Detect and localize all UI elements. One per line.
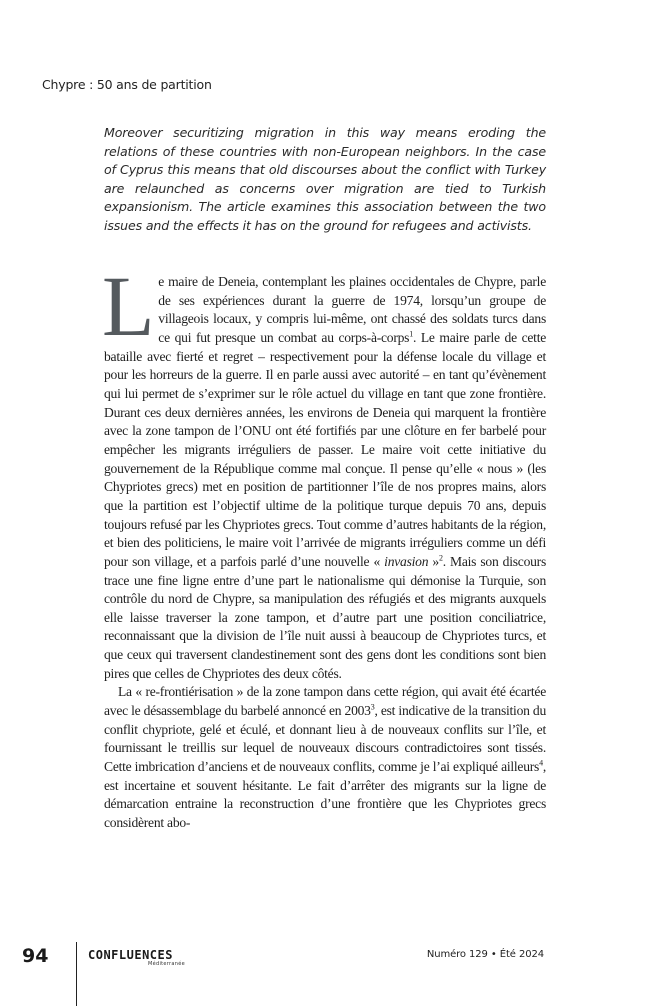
- footer-divider: [76, 942, 77, 1006]
- paragraph-2-text-a: La « re-frontiérisation » de la zone tampon dans cette région, qui avait été écartée avec le désassemblage du barbelé annoncé en 2003: [104, 684, 546, 719]
- paragraph-1-text-b: . Le maire parle de cette bataille avec fierté et regret – respectivement pour la défense locale du village et pour les horreurs de la guerre. Il en parle aussi avec autorité – en tant qu’évènement qui lui permet de s’exprimer sur le rôle actuel du village en tant que zone frontière. Durant ces deux dernières années, les environs de Deneia qui marquent la frontière avec la zone tampon de l’ONU ont été fortifiés par une clôture en fer barbelé pour empêcher les migrants irréguliers de passer. Le maire voit cette initiative du gouvernement de la République comme mal conçue. Il pense qu’elle « nous » (les Chypriotes grecs) met en position de partitionner l’île de nos propres mains, alors que la partition est l’objectif ultime de la politique turque depuis 70 ans, depuis toujours refusé par les Chypriotes grecs. Tout comme d’autres habitants de la région, et bien des politiciens, le maire voit l’arrivée de migrants irréguliers comme un défi pour son village, et a parfois parlé d’une nouvelle «: [104, 329, 547, 569]
- running-title: Chypre : 50 ans de partition: [42, 77, 212, 92]
- footnote-ref-4[interactable]: 4: [539, 758, 543, 768]
- footnote-ref-1[interactable]: 1: [409, 329, 413, 339]
- journal-logo-subtitle: Méditerranée: [148, 961, 185, 967]
- abstract-text: Moreover securitizing migration in this way means eroding the relations of these countries with non-European neighbors. In the case of Cyprus this means that old discourses about the conflict with Turkey are relaunched as concerns over migration are tied to Turkish expansionism. The article examines this association between the two issues and the effects it has on the ground for refugees and activists.: [104, 125, 546, 233]
- drop-cap: L: [102, 258, 155, 354]
- paragraph-2-text-b: , est indicative de la transition du conflit chypriote, gelé et éculé, et donnant lieu à de nouveaux conflits sur l’île, et fournissant le treillis sur lequel de nouveaux discours contradictoires sont tissés. Cette imbrication d’anciens et de nouveaux conflits, comme je l’ai expliqué ailleurs: [104, 703, 546, 775]
- journal-logo: CONFLUENCES: [88, 948, 173, 962]
- emphasis-invasion: invasion: [384, 553, 429, 569]
- paragraph-1-text-a: e maire de Deneia, contemplant les plaines occidentales de Chypre, parle de ses expériences durant la guerre de 1974, lorsqu’un groupe de villageois locaux, y compris lui-même, ont chassé des soldats turcs dans ce qui fut presque un combat au corps-à-corps: [158, 274, 546, 345]
- footnote-ref-3[interactable]: 3: [370, 702, 375, 712]
- paragraph-1-text-d: . Mais son discours trace une fine ligne entre d’une part le nationalisme qui démonise la Turquie, son contrôle du nord de Chypre, sa manipulation des réfugiés et des migrants auxquels elle laisse traverser la zone tampon, et d’autre part une position conciliatrice, reconnaissant que la division de l’île nuit aussi à beaucoup de Chypriotes turcs, et que ceux qui traversent clandestinement sont des gens dont les conditions sont bien pires que celles de Chypriotes des deux côtés.: [104, 553, 546, 681]
- paragraph-2-text-c: , est incertaine et souvent hésitante. Le fait d’arrêter des migrants sur la ligne de démarcation entraine la reconstruction d’une frontière que les Chypriotes grecs considèrent abo-: [104, 759, 546, 831]
- footnote-ref-2[interactable]: 2: [438, 553, 443, 563]
- issue-info: Numéro 129 • Été 2024: [426, 949, 544, 960]
- article-body: [102, 258, 547, 833]
- page-number: 94: [22, 945, 49, 967]
- paragraph-1: [102, 258, 547, 683]
- paragraph-2: [104, 683, 546, 832]
- paragraph-1-text-c: »: [428, 553, 439, 569]
